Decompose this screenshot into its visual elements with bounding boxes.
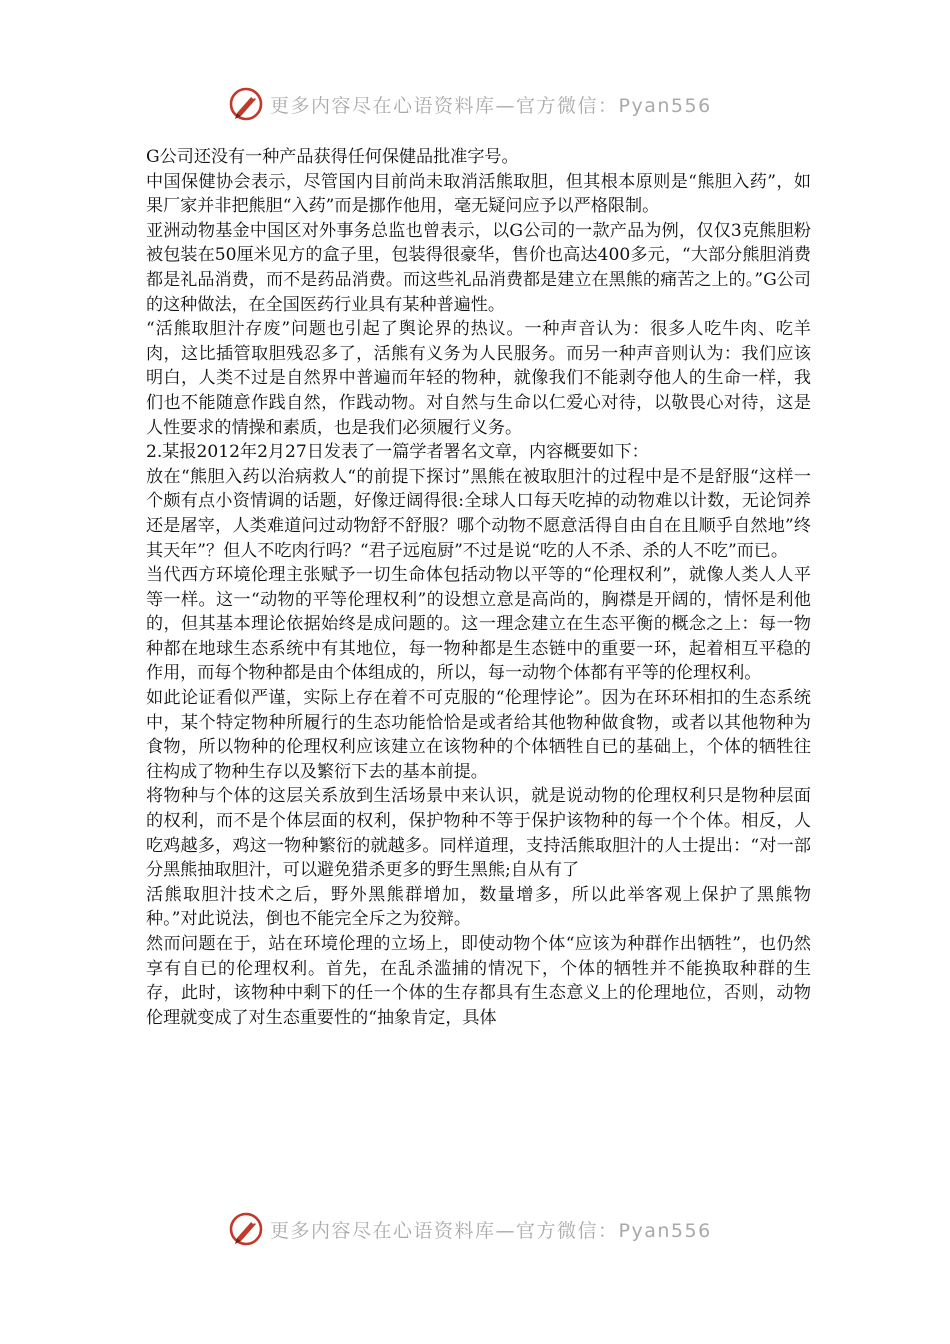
paragraph: “活熊取胆汁存废”问题也引起了舆论界的热议。一种声音认为：很多人吃牛肉、吃羊肉，这比插管取胆残忍多了，活熊有义务为人民服务。而另一种声音则认为：我们应该明白，人类不过是自然界中普遍而年轻的物种，就像我们不能剥夺他人的生命一样，我们也不能随意作践自然，作践动物。对自然与生命以仁爱心对待，以敬畏心对待，这是人性要求的情操和素质，也是我们必须履行义务。 bbox=[146, 319, 811, 438]
document-body bbox=[146, 145, 811, 1030]
paragraph: 放在“熊胆入药以治病救人“的前提下探讨”黑熊在被取胆汁的过程中是不是舒服“这样一个颇有点小资情调的话题，好像迂阔得很:全球人口每天吃掉的动物难以计数，无论饲养还是屠宰，人类难道问过动物舒不舒服？哪个动物不愿意活得自由自在且顺乎自然地”终其天年”？但人不吃肉行吗？“君子远庖厨”不过是说“吃的人不杀、杀的人不吃”而已。 bbox=[146, 466, 811, 561]
paragraph: 中国保健协会表示，尽管国内目前尚未取消活熊取胆，但其根本原则是“熊胆入药”，如果厂家并非把熊胆“入药”而是挪作他用，毫无疑问应予以严格限制。 bbox=[146, 171, 811, 217]
paragraph: 亚洲动物基金中国区对外事务总监也曾表示，以G公司的一款产品为例，仅仅3克熊胆粉被包装在50厘米见方的盒子里，包装得很豪华，售价也高达400多元，“大部分熊胆消费都是礼品消费，而不是药品消费。而这些礼品消费都是建立在黑熊的痛苦之上的。”G公司的这种做法，在全国医药行业具有某种普遍性。 bbox=[146, 220, 811, 315]
paragraph: 当代西方环境伦理主张赋予一切生命体包括动物以平等的“伦理权利”，就像人类人人平等一样。这一“动物的平等伦理权利”的设想立意是高尚的，胸襟是开阔的，情怀是利他的，但其基本理论依据始终是成问题的。这一理念建立在生态平衡的概念之上：每一物种都在地球生态系统中有其地位，每一物种都是生态链中的重要一环，起着相互平稳的作用，而每个物种都是由个体组成的，所以，每一动物个体都有平等的伦理权利。 bbox=[146, 565, 811, 684]
footer-banner-text: 更多内容尽在心语资料库—官方微信：Pyan556 bbox=[270, 1219, 712, 1242]
paragraph: 活熊取胆汁技术之后，野外黑熊群增加，数量增多，所以此举客观上保护了黑熊物种。”对此说法，倒也不能完全斥之为狡辩。 bbox=[146, 884, 811, 930]
pen-logo-icon bbox=[228, 1211, 264, 1247]
footer-banner bbox=[228, 1209, 728, 1249]
paragraph: 将物种与个体的这层关系放到生活场景中来认识，就是说动物的伦理权利只是物种层面的权利，而不是个体层面的权利，保护物种不等于保护该物种的每一个个体。相反，人吃鸡越多，鸡这一物种繁衍的就越多。同样道理，支持活熊取胆汁的人士提出：“对一部分黑熊抽取胆汁，可以避免猎杀更多的野生黑熊;自从有了 bbox=[146, 786, 811, 881]
header-banner bbox=[228, 84, 728, 124]
section-heading: 2.某报2012年2月27日发表了一篇学者署名文章，内容概要如下： bbox=[146, 442, 649, 463]
paragraph: G公司还没有一种产品获得任何保健品批准字号。 bbox=[146, 147, 519, 167]
header-banner-text: 更多内容尽在心语资料库—官方微信：Pyan556 bbox=[270, 94, 712, 117]
paragraph: 然而问题在于，站在环境伦理的立场上，即使动物个体“应该为种群作出牺牲”，也仍然享有自已的伦理权利。首先，在乱杀滥捕的情况下，个体的牺牲并不能换取种群的生存，此时，该物种中剩下的任一个体的生存都具有生态意义上的伦理地位，否则，动物伦理就变成了对生态重要性的“抽象肯定，具体 bbox=[146, 934, 811, 1028]
pen-logo-icon bbox=[228, 86, 264, 122]
paragraph: 如此论证看似严谨，实际上存在着不可克服的“伦理悖论”。因为在环环相扣的生态系统中，某个特定物种所履行的生态功能恰恰是或者给其他物种做食物，或者以其他物种为食物，所以物种的伦理权利应该建立在该物种的个体牺牲自已的基础上，个体的牺牲往往构成了物种生存以及繁衍下去的基本前提。 bbox=[146, 688, 811, 782]
